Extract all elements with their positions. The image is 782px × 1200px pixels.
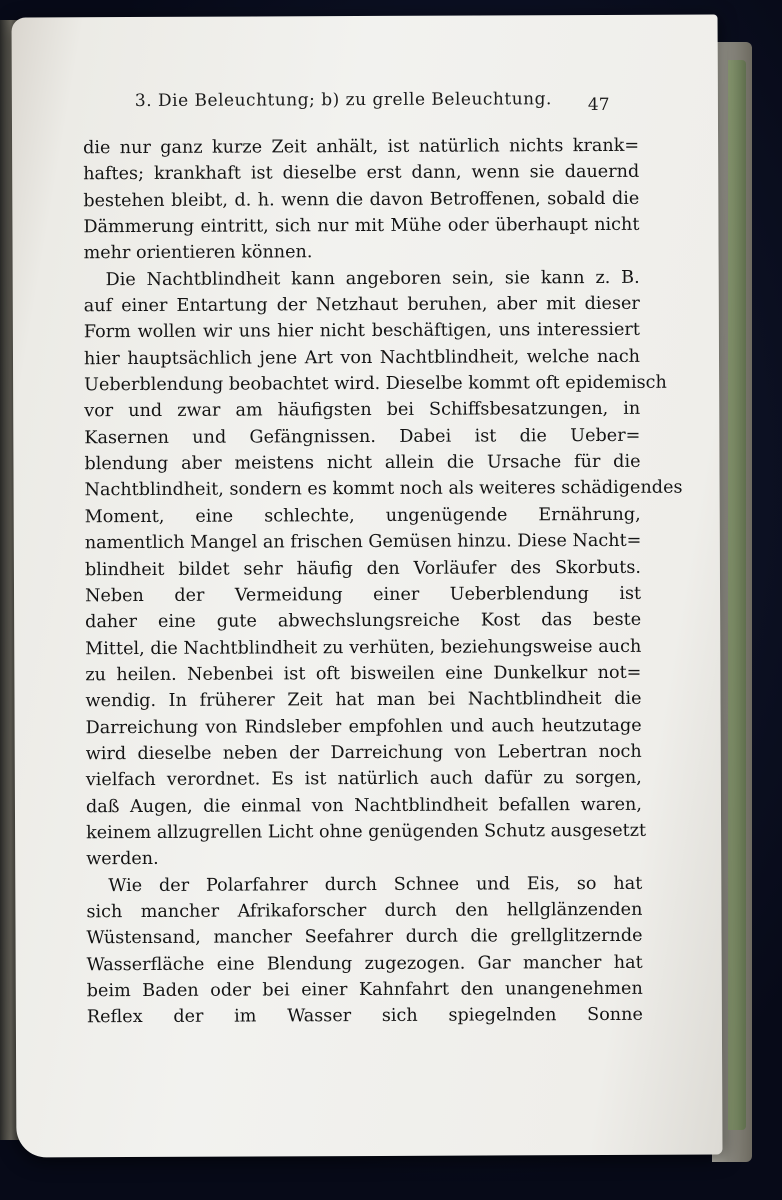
text-line: auf einer Entartung der Netzhaut beruhen, aber mit dieser bbox=[83, 293, 640, 317]
text-line: vor und zwar am häufigsten bei Schiffsbesatzungen, in bbox=[84, 399, 641, 422]
text-line: die nur ganz kurze Zeit anhält, ist natürlich nichts krank= bbox=[83, 135, 640, 159]
text-line: Moment, eine schlechte, ungenügende Ernährung, bbox=[84, 504, 641, 528]
text-line: bestehen bleibt, d. h. wenn die davon Betroffenen, sobald die bbox=[83, 188, 640, 211]
text-line: Ueberblendung beobachtet wird. Dieselbe kommt oft epidemisch bbox=[84, 372, 667, 396]
page-number: 47 bbox=[587, 94, 610, 116]
text-line: namentlich Mangel an frischen Gemüsen hinzu. Diese Nacht= bbox=[84, 530, 642, 554]
text-line: Form wollen wir uns hier nicht beschäftigen, uns interessiert bbox=[83, 320, 640, 343]
text-line: Mittel, die Nachtblindheit zu verhüten, beziehungsweise auch bbox=[85, 636, 642, 659]
text-line: wird dieselbe neben der Darreichung von Lebertran noch bbox=[85, 741, 642, 765]
text-line: beim Baden oder bei einer Kahnfahrt den unangenehmen bbox=[86, 978, 643, 1002]
text-line: Wüstensand, mancher Seefahrer durch die grellglitzernde bbox=[86, 926, 643, 949]
running-header: 3. Die Beleuchtung; b) zu grelle Beleuchtung. bbox=[134, 89, 552, 112]
text-line: wendig. In früherer Zeit hat man bei Nachtblindheit die bbox=[85, 689, 642, 712]
text-line: mehr orientieren können. bbox=[83, 242, 313, 264]
text-line: Dämmerung eintritt, sich nur mit Mühe oder überhaupt nicht bbox=[83, 214, 640, 238]
text-line: blendung aber meistens nicht allein die Ursache für die bbox=[84, 451, 641, 475]
text-line: sich mancher Afrikaforscher durch den hellglänzenden bbox=[86, 899, 643, 923]
text-line: hier hauptsächlich jene Art von Nachtblindheit, welche nach bbox=[83, 346, 641, 369]
text-line: daher eine gute abwechslungsreiche Kost das beste bbox=[85, 609, 642, 633]
book-cover-edge bbox=[728, 60, 746, 1130]
text-line: blindheit bildet sehr häufig den Vorläufer des Skorbuts. bbox=[84, 557, 641, 580]
text-line: keinem allzugrellen Licht ohne genügenden Schutz ausgesetzt bbox=[86, 820, 647, 844]
text-line: haftes; krankhaft ist dieselbe erst dann, wenn sie dauernd bbox=[83, 162, 640, 185]
body-text bbox=[83, 133, 683, 1031]
text-line: zu heilen. Nebenbei ist oft bisweilen eine Dunkelkur not= bbox=[85, 662, 642, 686]
text-line: Neben der Vermeidung einer Ueberblendung ist bbox=[84, 583, 642, 607]
text-line: daß Augen, die einmal von Nachtblindheit befallen waren, bbox=[85, 794, 642, 817]
text-line: Darreichung von Rindsleber empfohlen und auch heutzutage bbox=[85, 715, 642, 738]
book-page bbox=[12, 14, 723, 1157]
text-line: werden. bbox=[86, 849, 159, 870]
text-line: Reflex der im Wasser sich spiegelnden Sonne bbox=[86, 1005, 643, 1028]
text-line: vielfach verordnet. Es ist natürlich auch dafür zu sorgen, bbox=[85, 768, 642, 791]
text-line: Wie der Polarfahrer durch Schnee und Eis, so hat bbox=[108, 873, 643, 896]
text-line: Nachtblindheit, sondern es kommt noch als weiteres schädigendes bbox=[84, 478, 683, 501]
text-line: Die Nachtblindheit kann angeboren sein, sie kann z. B. bbox=[105, 267, 640, 290]
text-line: Kasernen und Gefängnissen. Dabei ist die Ueber= bbox=[84, 425, 641, 449]
text-line: Wasserfläche eine Blendung zugezogen. Gar mancher hat bbox=[86, 952, 643, 975]
